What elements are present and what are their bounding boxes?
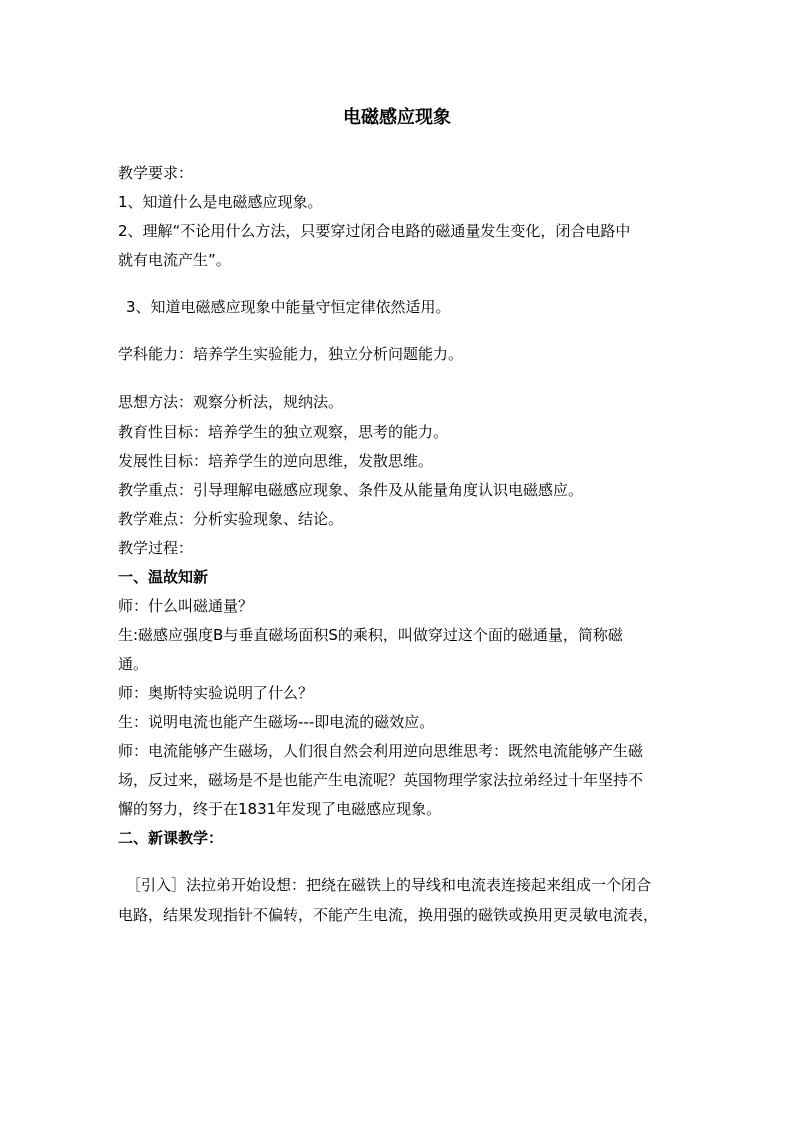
- page-title: 电磁感应现象: [343, 107, 451, 128]
- teaching-process-heading: 教学过程：: [118, 539, 194, 557]
- section-heading-new-lesson: 二、新课教学：: [118, 829, 224, 847]
- key-point: 教学重点：引导理解电磁感应现象、条件及从能量角度认识电磁感应。: [118, 481, 584, 499]
- requirement-2-line-1: 2、理解“不论用什么方法，只要穿过闭合电路的磁通量发生变化，闭合电路中: [118, 222, 631, 240]
- dialogue-line: 通。: [118, 655, 149, 673]
- dialogue-line: 懈的努力，终于在1831年发现了电磁感应现象。: [118, 800, 442, 818]
- intro-paragraph-line: ［引入］法拉弟开始设想：把绕在磁铁上的导线和电流表连接起来组成一个闭合: [126, 876, 652, 894]
- dialogue-line: 场，反过来，磁场是不是也能产生电流呢？英国物理学家法拉弟经过十年坚持不: [118, 771, 644, 789]
- dialogue-line: 师：奥斯特实验说明了什么？: [118, 684, 314, 702]
- developmental-goal: 发展性目标：培养学生的逆向思维，发散思维。: [118, 452, 434, 470]
- dialogue-line: 师：电流能够产生磁场，人们很自然会利用逆向思维思考：既然电流能够产生磁: [118, 742, 644, 760]
- section-heading-review: 一、温故知新: [118, 568, 209, 586]
- intro-paragraph-line: 电路，结果发现指针不偏转，不能产生电流，换用强的磁铁或换用更灵敏电流表，: [118, 906, 659, 924]
- difficult-point: 教学难点：分析实验现象、结论。: [118, 510, 344, 528]
- dialogue-line: 师：什么叫磁通量？: [118, 597, 254, 615]
- dialogue-line: 生:磁感应强度B与垂直磁场面积S的乘积，叫做穿过这个面的磁通量，简称磁: [118, 626, 623, 644]
- requirement-3: 3、知道电磁感应现象中能量守恒定律依然适用。: [126, 298, 451, 316]
- educational-goal: 教育性目标：培养学生的独立观察，思考的能力。: [118, 423, 449, 441]
- requirement-1: 1、知道什么是电磁感应现象。: [118, 193, 323, 211]
- dialogue-line: 生：说明电流也能产生磁场---即电流的磁效应。: [118, 713, 435, 731]
- subject-ability: 学科能力：培养学生实验能力，独立分析问题能力。: [118, 345, 464, 363]
- thinking-method: 思想方法：观察分析法，规纳法。: [118, 393, 344, 411]
- requirement-2-line-2: 就有电流产生”。: [118, 251, 231, 269]
- teaching-requirements-heading: 教学要求：: [118, 164, 194, 182]
